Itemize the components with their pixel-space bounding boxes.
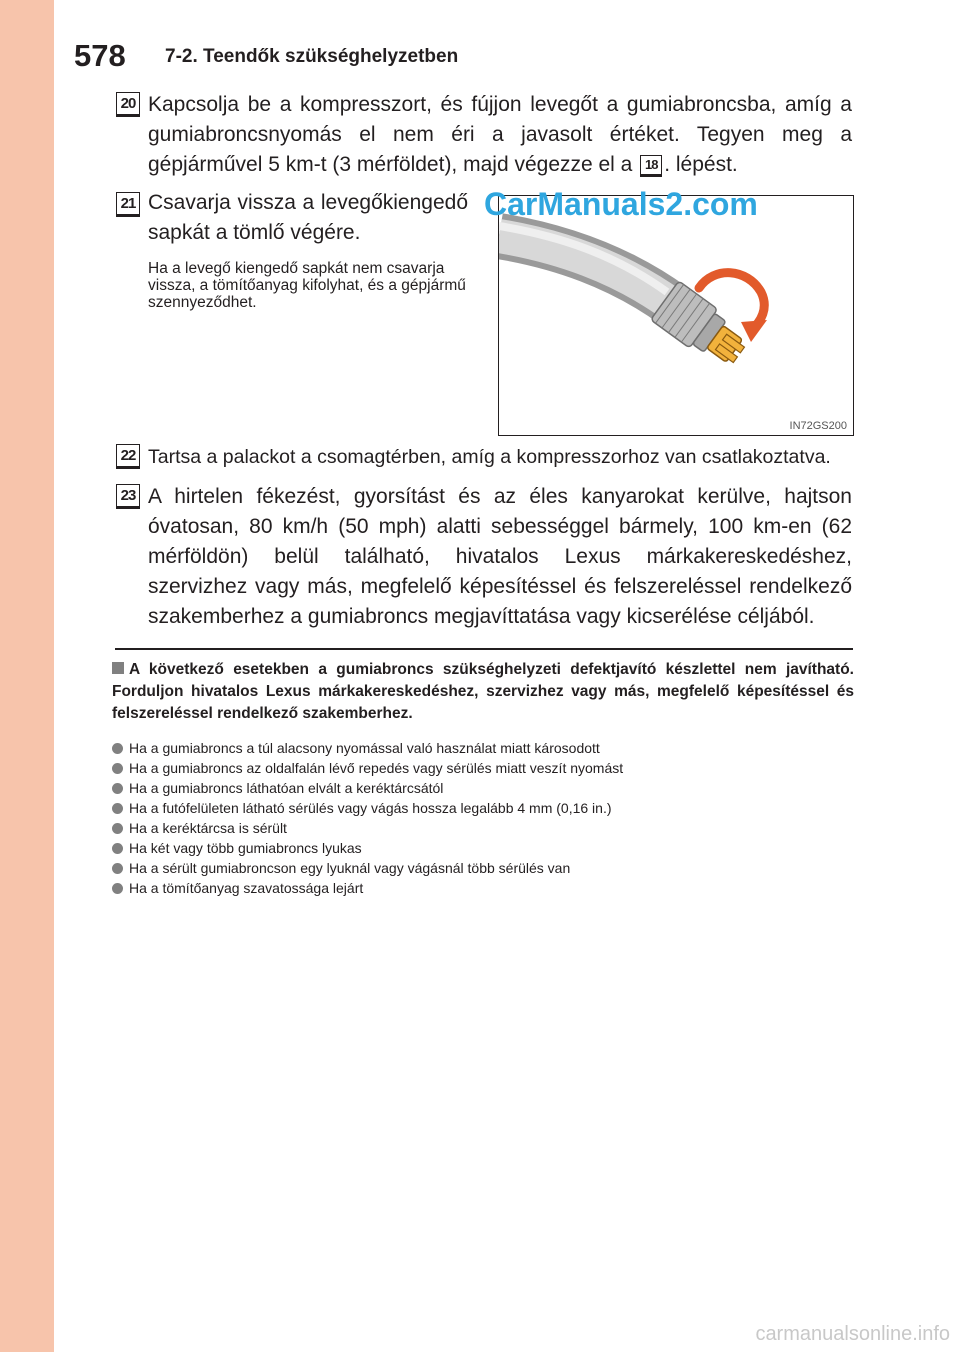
step-22-text: Tartsa a palackot a csomagtérben, amíg a kompresszorhoz van csatlakoztatva.	[148, 446, 831, 468]
step-21-text: Csavarja vissza a levegőkiengedő sapkát a tömlő végére.	[148, 191, 468, 244]
step-ref-badge-18: 18	[640, 155, 662, 175]
step-badge-21: 21	[116, 192, 140, 215]
info-bullet-list	[112, 738, 852, 898]
list-item	[112, 878, 852, 898]
list-item-text: Ha a gumiabroncs láthatóan elvált a keréktárcsától	[129, 780, 444, 796]
bullet-dot-icon	[112, 743, 123, 754]
list-item	[112, 798, 852, 818]
step-badge-20: 20	[116, 92, 140, 115]
step-20-text	[148, 90, 852, 180]
list-item-text: Ha a futófelületen látható sérülés vagy vágás hossza legalább 4 mm (0,16 in.)	[129, 800, 612, 816]
step-20-text-main: Kapcsolja be a kompresszort, és fújjon levegőt a gumiabroncsba, amíg a gumiabroncsnyomás el nem éri a javasolt értéket. Tegyen meg a gépjárművel 5 km-t (3 mérföldet), majd végezze el a	[148, 93, 852, 176]
step-23-text: A hirtelen fékezést, gyorsítást és az éles kanyarokat kerülve, hajtson óvatosan, 80 km/h (50 mph) alatti sebességgel bármely, 100 km-en (62 mérföldön) belül található, hivatalos Lexus márkakereskedéshez, szervizhez vagy más, megfelelő képesítéssel és felszereléssel rendelkező szakemberhez a gumiabroncs megjavíttatása vagy kicserélése céljából.	[148, 485, 852, 628]
step-21-note: Ha a levegő kiengedő sapkát nem csavarja vissza, a tömítőanyag kifolyhat, és a gépjármű szennyeződhet.	[148, 260, 466, 311]
bullet-dot-icon	[112, 783, 123, 794]
list-item	[112, 838, 852, 858]
list-item	[112, 818, 852, 838]
step-badge-22: 22	[116, 444, 140, 467]
list-item-text: Ha a gumiabroncs a túl alacsony nyomással való használat miatt károsodott	[129, 740, 600, 756]
info-heading	[112, 659, 854, 725]
list-item	[112, 738, 852, 758]
bullet-dot-icon	[112, 803, 123, 814]
bullet-dot-icon	[112, 823, 123, 834]
list-item-text: Ha a gumiabroncs az oldalfalán lévő repedés vagy sérülés miatt veszít nyomást	[129, 760, 624, 776]
footer-site-watermark: carmanualsonline.info	[755, 1323, 950, 1345]
list-item	[112, 778, 852, 798]
hose-cap-drawing	[499, 196, 853, 435]
bullet-dot-icon	[112, 863, 123, 874]
bullet-dot-icon	[112, 883, 123, 894]
page-number: 578	[74, 38, 126, 73]
list-item-text: Ha a sérült gumiabroncson egy lyuknál vagy vágásnál több sérülés van	[129, 860, 571, 876]
bullet-dot-icon	[112, 843, 123, 854]
list-item-text: Ha a keréktárcsa is sérült	[129, 820, 287, 836]
list-item	[112, 858, 852, 878]
list-item-text: Ha a tömítőanyag szavatossága lejárt	[129, 880, 364, 896]
hose-cap-illustration	[498, 195, 854, 436]
bullet-dot-icon	[112, 763, 123, 774]
list-item	[112, 758, 852, 778]
section-divider	[115, 648, 853, 650]
step-20-text-end: . lépést.	[664, 153, 738, 176]
side-tab	[0, 0, 54, 1352]
list-item-text: Ha két vagy több gumiabroncs lyukas	[129, 840, 362, 856]
step-badge-23: 23	[116, 484, 140, 507]
square-bullet-icon	[112, 662, 124, 674]
watermark-logo: CarManuals2.com	[484, 186, 758, 222]
info-heading-text: A következő esetekben a gumiabroncs szükséghelyzeti defektjavító készlettel nem javítható. Forduljon hivatalos Lexus márkakereskedéshez, szervizhez vagy más, megfelelő képesítéssel és felszereléssel rendelkező szakemberhez.	[112, 661, 854, 722]
section-title: 7-2. Teendők szükséghelyzetben	[165, 46, 459, 67]
figure-code: IN72GS200	[789, 420, 847, 432]
